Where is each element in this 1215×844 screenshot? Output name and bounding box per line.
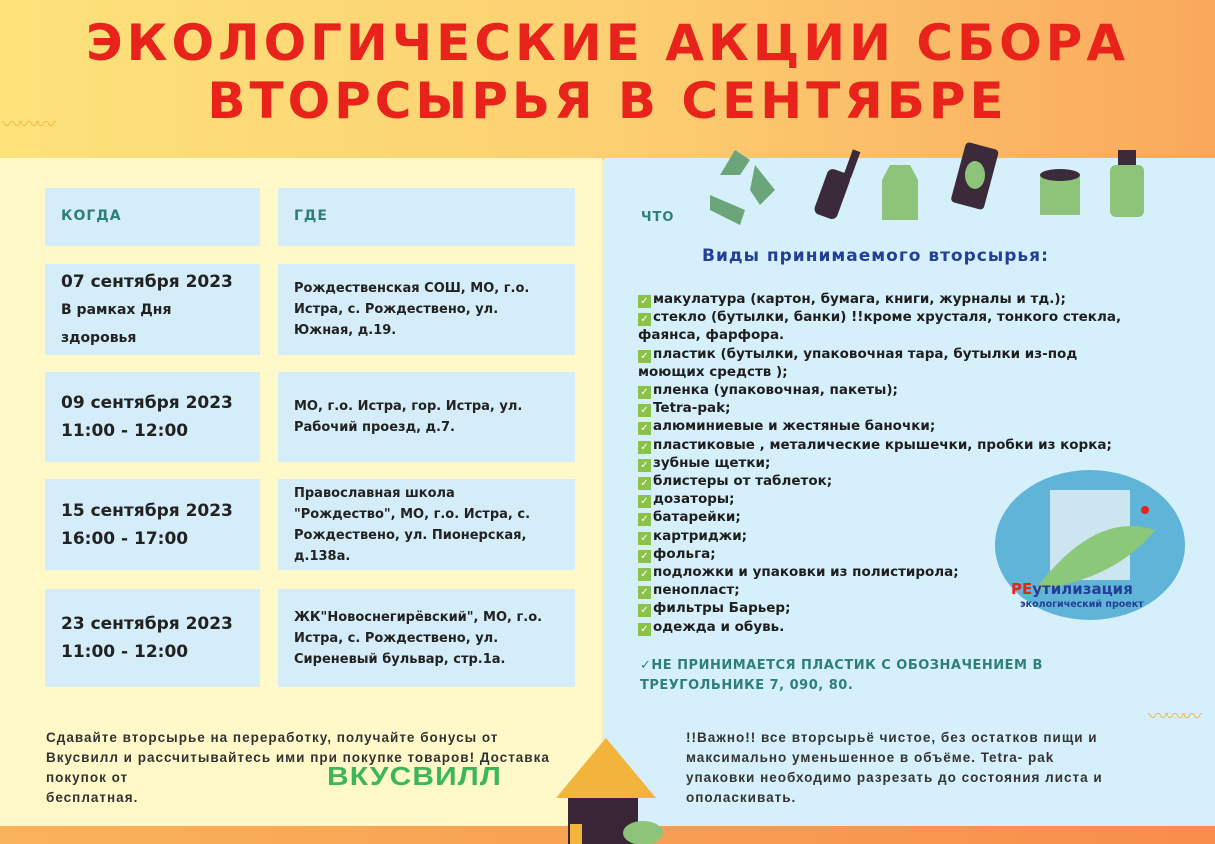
event-time: В рамках Дня здоровья	[61, 301, 172, 346]
type-item	[638, 290, 1138, 308]
checkbox-icon: ✓	[638, 350, 651, 363]
can-icon	[950, 142, 999, 211]
bonus-text-end: бесплатная.	[46, 790, 139, 805]
event-date-cell	[45, 589, 260, 687]
event-date: 15 сентября 2023	[61, 500, 233, 521]
type-label: фольга;	[653, 545, 716, 562]
checkbox-icon: ✓	[638, 568, 651, 581]
event-date-cell	[45, 372, 260, 462]
vkusvill-logo: ВКУСВИЛЛ	[327, 761, 503, 791]
checkbox-icon: ✓	[638, 623, 651, 636]
type-label: одежда и обувь.	[653, 618, 785, 635]
type-label: стекло (бутылки, банки) !!кроме хрусталя, тонкого стекла, фаянса, фарфора.	[638, 309, 1122, 344]
tin-can-icon	[1040, 169, 1080, 215]
type-item	[638, 399, 1138, 417]
type-label: пластиковые , металические крышечки, пробки из корка;	[653, 436, 1112, 453]
type-item	[638, 308, 1138, 344]
checkbox-icon: ✓	[638, 313, 651, 326]
type-label: блистеры от таблеток;	[653, 473, 833, 490]
types-title: Виды принимаемого вторсырья:	[702, 246, 1049, 266]
tag-icon	[882, 165, 918, 220]
type-label: фильтры Барьер;	[653, 600, 791, 617]
header-what: ЧТО	[641, 210, 675, 225]
house-icon	[548, 738, 668, 844]
checkbox-icon: ✓	[638, 477, 651, 490]
checkbox-icon: ✓	[638, 604, 651, 617]
wave-decoration: 〰〰〰	[2, 112, 53, 136]
checkbox-icon: ✓	[638, 495, 651, 508]
event-date: 09 сентября 2023	[61, 393, 233, 413]
checkbox-icon: ✓	[638, 513, 651, 526]
type-label: пленка (упаковочная, пакеты);	[653, 382, 898, 399]
important-note: !!Важно!! все вторсырьё чистое, без остатков пищи и максимально уменьшенное в объёме. Tetra- pak упаковки необходимо разрезать до состояния листа и ополаскивать.	[686, 730, 1103, 805]
recycle-icon	[710, 150, 775, 225]
type-label: Tetra-pak;	[653, 400, 731, 417]
event-time: 11:00 - 12:00	[61, 421, 189, 441]
type-label: дозаторы;	[653, 491, 735, 508]
event-time: 11:00 - 12:00	[61, 642, 189, 662]
type-label: пенопласт;	[653, 582, 740, 599]
bonus-text-body: Сдавайте вторсырье на переработку, получайте бонусы от Вкусвилл и рассчитывайтесь ими при покупке товаров! Доставка покупок от	[46, 730, 550, 785]
type-item	[638, 381, 1138, 399]
type-label: батарейки;	[653, 509, 741, 526]
event-place: Православная школа "Рождество", МО, г.о. Истра, с. Рождествено, ул. Пионерская, д.138а.	[278, 479, 575, 570]
checkbox-icon: ✓	[638, 295, 651, 308]
event-place: Рождественская СОШ, МО, г.о. Истра, с. Рождествено, ул. Южная, д.19.	[278, 264, 575, 355]
event-date-cell	[45, 479, 260, 570]
type-label: зубные щетки;	[653, 454, 771, 471]
type-item	[638, 618, 1138, 636]
event-date-cell	[45, 264, 260, 355]
type-item	[638, 345, 1138, 381]
checkbox-icon: ✓	[638, 459, 651, 472]
header-where: ГДЕ	[278, 188, 575, 246]
checkbox-icon: ✓	[638, 404, 651, 417]
header-when: КОГДА	[45, 188, 260, 246]
type-label: картриджи;	[653, 527, 748, 544]
logo-name: утилизация	[1032, 580, 1133, 598]
checkbox-icon: ✓	[638, 586, 651, 599]
title-line-1: ЭКОЛОГИЧЕСКИЕ АКЦИИ СБОРА	[85, 14, 1130, 72]
recyclables-icons	[700, 135, 1160, 225]
checkbox-icon: ✓	[638, 386, 651, 399]
checkbox-icon: ✓	[638, 441, 651, 454]
warning-text: ✓НЕ ПРИНИМАЕТСЯ ПЛАСТИК С ОБОЗНАЧЕНИЕМ В ТРЕУГОЛЬНИКЕ 7, 090, 80.	[640, 658, 1043, 693]
wave-decoration: 〰〰〰	[1148, 704, 1199, 728]
event-time: 16:00 - 17:00	[61, 528, 189, 549]
type-label: алюминиевые и жестяные баночки;	[653, 418, 936, 435]
event-date: 07 сентября 2023	[61, 271, 233, 292]
checkbox-icon: ✓	[638, 422, 651, 435]
event-place: ЖК"Новоснегирёвский", МО, г.о. Истра, с. Рождествено, ул. Сиреневый бульвар, стр.1а.	[278, 589, 575, 687]
type-item	[638, 417, 1138, 435]
type-label: подложки и упаковки из полистирола;	[653, 564, 959, 581]
type-item	[638, 436, 1138, 454]
logo-subtitle: экологический проект	[1020, 599, 1144, 610]
event-date: 23 сентября 2023	[61, 614, 233, 634]
logo-prefix: РЕ	[1011, 580, 1033, 598]
bottle-icon	[813, 149, 861, 220]
logo-title	[1011, 580, 1133, 598]
page-title	[0, 14, 1215, 130]
event-place: МО, г.о. Истра, гор. Истра, ул. Рабочий проезд, д.7.	[278, 372, 575, 462]
type-label: пластик (бутылки, упаковочная тара, бутылки из-под моющих средств );	[638, 345, 1078, 380]
checkbox-icon: ✓	[638, 532, 651, 545]
jar-icon	[1110, 150, 1144, 217]
checkbox-icon: ✓	[638, 550, 651, 563]
type-label: макулатура (картон, бумага, книги, журналы и тд.);	[653, 291, 1066, 307]
title-line-2: ВТОРСЫРЬЯ В СЕНТЯБРЕ	[207, 72, 1008, 130]
